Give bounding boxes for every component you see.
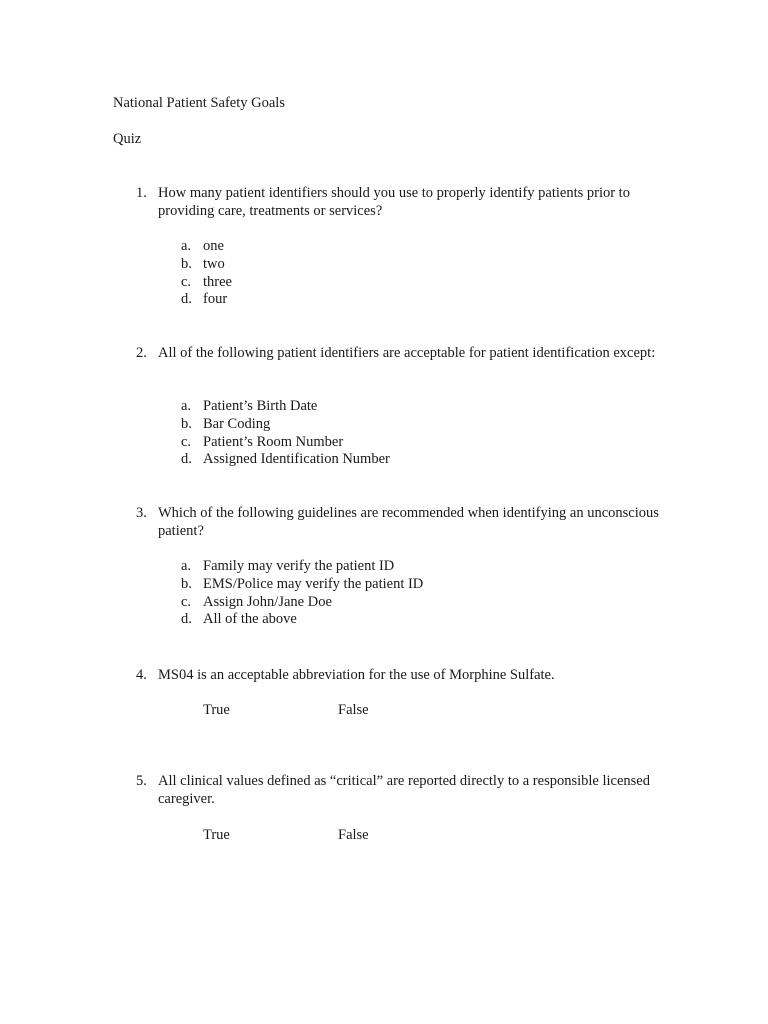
option-text: Patient’s Room Number — [203, 433, 344, 450]
question-text: Which of the following guidelines are recommended when identifying an unconscious patient? — [158, 505, 659, 539]
option-text: two — [203, 255, 225, 272]
false-option: False — [338, 827, 369, 843]
option-letter: b. — [181, 575, 192, 592]
option-letter: c. — [181, 593, 192, 610]
option-text: four — [203, 291, 228, 308]
true-option: True — [203, 827, 230, 843]
option-text: EMS/Police may verify the patient ID — [203, 575, 424, 592]
false-option: False — [338, 702, 369, 718]
option-letter: c. — [181, 433, 192, 450]
option-text: Patient’s Birth Date — [203, 398, 318, 414]
option-text: Family may verify the patient ID — [203, 558, 395, 574]
question-number: 3. — [136, 505, 147, 521]
question-text: All clinical values defined as “critical” are reported directly to a responsible licensed caregiver. — [158, 773, 650, 807]
option-text: All of the above — [203, 611, 297, 628]
option-letter: d. — [181, 611, 192, 628]
quiz-heading: Quiz — [113, 131, 142, 147]
option-text: three — [203, 273, 232, 290]
option-letter: b. — [181, 255, 192, 272]
question-number: 5. — [136, 773, 147, 789]
true-option: True — [203, 702, 230, 718]
option-text: Assigned Identification Number — [203, 451, 390, 468]
option-letter: b. — [181, 415, 192, 432]
question-text: How many patient identifiers should you use to properly identify patients prior to providing care, treatments or services? — [158, 185, 630, 219]
option-letter: d. — [181, 291, 192, 308]
option-letter: a. — [181, 238, 192, 254]
option-letter: a. — [181, 558, 192, 574]
document-title: National Patient Safety Goals — [113, 95, 285, 111]
question-number: 2. — [136, 345, 147, 361]
question-text: All of the following patient identifiers are acceptable for patient identification except: — [158, 345, 656, 361]
question-number: 1. — [136, 185, 147, 201]
question-text: MS04 is an acceptable abbreviation for the use of Morphine Sulfate. — [158, 667, 555, 683]
option-letter: c. — [181, 273, 192, 290]
question-number: 4. — [136, 667, 147, 683]
option-letter: a. — [181, 398, 192, 414]
option-text: Assign John/Jane Doe — [203, 593, 332, 610]
option-text: Bar Coding — [203, 415, 271, 432]
option-text: one — [203, 238, 224, 254]
option-letter: d. — [181, 451, 192, 468]
